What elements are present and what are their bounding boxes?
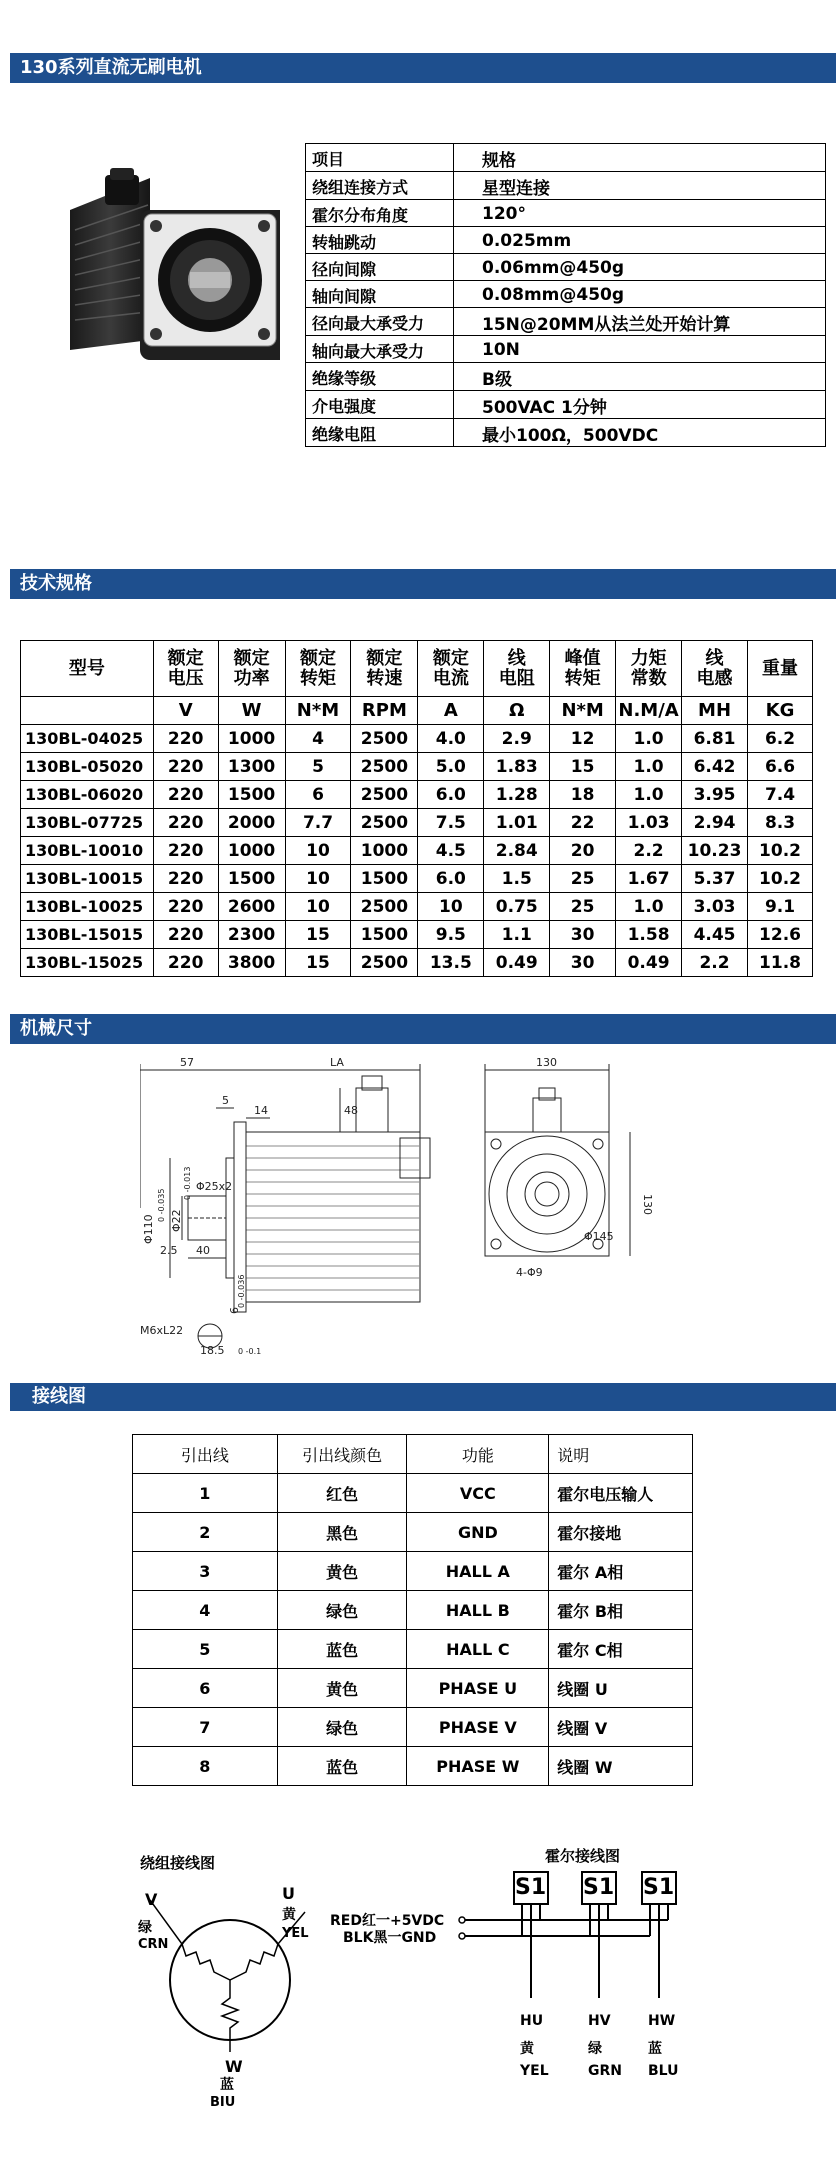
value-cell: 4.45 xyxy=(682,921,748,949)
winding-u-en: YEL xyxy=(282,1926,309,1941)
value-cell: 7.5 xyxy=(418,809,484,837)
wiring-cell: 2 xyxy=(133,1513,278,1552)
wiring-cell: 1 xyxy=(133,1474,278,1513)
spec-key: 转轴跳动 xyxy=(306,227,454,254)
wiring-cell: 线圈 V xyxy=(549,1708,693,1747)
value-cell: 2500 xyxy=(351,753,418,781)
tech-unit-cell: MH xyxy=(682,697,748,725)
value-cell: 2.2 xyxy=(616,837,682,865)
dim-25x2: Φ25x2 xyxy=(196,1180,233,1193)
value-cell: 25 xyxy=(550,893,616,921)
value-cell: 6.0 xyxy=(418,781,484,809)
value-cell: 1.0 xyxy=(616,781,682,809)
wiring-cell: HALL A xyxy=(407,1552,549,1591)
winding-v: V xyxy=(145,1890,158,1909)
dim-6-tol: 0 -0.036 xyxy=(237,1274,246,1308)
value-cell: 220 xyxy=(153,837,218,865)
dim-2-5: 2.5 xyxy=(160,1244,178,1257)
model-cell: 130BL-15025 xyxy=(21,949,154,977)
value-cell: 1.03 xyxy=(616,809,682,837)
dim-18-5: 18.5 xyxy=(200,1344,225,1357)
hall-output-code: HU xyxy=(520,2013,544,2029)
spec-row xyxy=(306,144,826,172)
spec-row xyxy=(306,419,826,447)
wiring-cell: 黑色 xyxy=(277,1513,407,1552)
dim-145: Φ145 xyxy=(584,1230,614,1243)
dim-40: 40 xyxy=(196,1244,210,1257)
value-cell: 2.84 xyxy=(484,837,550,865)
value-cell: 6.0 xyxy=(418,865,484,893)
tech-header-cell: 力矩 常数 xyxy=(616,641,682,697)
winding-w: W xyxy=(225,2057,243,2076)
dim-22-tol: 0 -0.013 xyxy=(183,1166,192,1200)
wiring-cell: 8 xyxy=(133,1747,278,1786)
winding-u: U xyxy=(282,1884,295,1903)
dim-4-9: 4-Φ9 xyxy=(516,1266,543,1279)
value-cell: 6.2 xyxy=(748,725,813,753)
hall-sensor-3: S1 xyxy=(643,1875,675,1900)
value-cell: 1.28 xyxy=(484,781,550,809)
wiring-header-cell: 引出线颜色 xyxy=(277,1435,407,1474)
value-cell: 1.0 xyxy=(616,725,682,753)
value-cell: 1300 xyxy=(218,753,285,781)
spec-key: 项目 xyxy=(306,144,454,172)
hall-sensor-2: S1 xyxy=(583,1875,615,1900)
value-cell: 220 xyxy=(153,781,218,809)
model-cell: 130BL-15015 xyxy=(21,921,154,949)
tech-unit-cell: V xyxy=(153,697,218,725)
value-cell: 15 xyxy=(285,949,351,977)
tech-unit-cell xyxy=(21,697,154,725)
value-cell: 2500 xyxy=(351,949,418,977)
wiring-header-cell: 说明 xyxy=(549,1435,693,1474)
wiring-cell: 6 xyxy=(133,1669,278,1708)
value-cell: 220 xyxy=(153,725,218,753)
tech-header-cell: 额定 转速 xyxy=(351,641,418,697)
spec-key: 轴向间隙 xyxy=(306,281,454,308)
tech-header-cell: 重量 xyxy=(748,641,813,697)
spec-value: 10N xyxy=(454,336,826,363)
dim-57: 57 xyxy=(180,1058,194,1069)
table-row xyxy=(21,781,813,809)
spec-key: 介电强度 xyxy=(306,391,454,419)
dim-110-tol: 0 -0.035 xyxy=(157,1188,166,1222)
tech-header-cell: 线 电阻 xyxy=(484,641,550,697)
table-row xyxy=(21,837,813,865)
hall-output-cn: 黄 xyxy=(520,2041,534,2057)
value-cell: 10 xyxy=(418,893,484,921)
winding-diagram xyxy=(130,1880,330,2080)
table-row xyxy=(133,1708,693,1747)
value-cell: 25 xyxy=(550,865,616,893)
spec-row xyxy=(306,336,826,363)
value-cell: 5.0 xyxy=(418,753,484,781)
wiring-header-cell: 功能 xyxy=(407,1435,549,1474)
hall-output-code: HV xyxy=(588,2013,611,2029)
wiring-cell: 黄色 xyxy=(277,1552,407,1591)
wiring-header-cell: 引出线 xyxy=(133,1435,278,1474)
value-cell: 1.67 xyxy=(616,865,682,893)
value-cell: 1.01 xyxy=(484,809,550,837)
value-cell: 1500 xyxy=(218,865,285,893)
dim-m6: M6xL22 xyxy=(140,1324,184,1337)
value-cell: 0.49 xyxy=(616,949,682,977)
hall-output-en: YEL xyxy=(520,2063,549,2079)
value-cell: 2300 xyxy=(218,921,285,949)
hall-output-code: HW xyxy=(648,2013,676,2029)
wiring-cell: 黄色 xyxy=(277,1669,407,1708)
value-cell: 10.2 xyxy=(748,837,813,865)
value-cell: 10 xyxy=(285,893,351,921)
spec-row xyxy=(306,391,826,419)
value-cell: 2500 xyxy=(351,893,418,921)
tech-unit-cell: N*M xyxy=(285,697,351,725)
spec-key: 绝缘等级 xyxy=(306,363,454,391)
value-cell: 6.6 xyxy=(748,753,813,781)
wiring-cell: GND xyxy=(407,1513,549,1552)
wiring-cell: 线圈 U xyxy=(549,1669,693,1708)
value-cell: 1.5 xyxy=(484,865,550,893)
wiring-cell: 绿色 xyxy=(277,1708,407,1747)
dim-130-side: 130 xyxy=(641,1194,654,1215)
value-cell: 1500 xyxy=(351,921,418,949)
value-cell: 1.0 xyxy=(616,753,682,781)
spec-row xyxy=(306,200,826,227)
value-cell: 3.95 xyxy=(682,781,748,809)
wiring-cell: 绿色 xyxy=(277,1591,407,1630)
model-cell: 130BL-07725 xyxy=(21,809,154,837)
value-cell: 12 xyxy=(550,725,616,753)
spec-value: 120° xyxy=(454,200,826,227)
wiring-cell: 5 xyxy=(133,1630,278,1669)
value-cell: 1.1 xyxy=(484,921,550,949)
value-cell: 2500 xyxy=(351,725,418,753)
value-cell: 9.1 xyxy=(748,893,813,921)
winding-w-en: BIU xyxy=(210,2095,236,2110)
table-row xyxy=(133,1513,693,1552)
value-cell: 18 xyxy=(550,781,616,809)
motor-photo xyxy=(40,150,280,390)
value-cell: 10.23 xyxy=(682,837,748,865)
wiring-cell: PHASE V xyxy=(407,1708,549,1747)
table-row xyxy=(133,1630,693,1669)
value-cell: 0.49 xyxy=(484,949,550,977)
wiring-cell: PHASE W xyxy=(407,1747,549,1786)
model-cell: 130BL-10010 xyxy=(21,837,154,865)
tech-header-cell: 型号 xyxy=(21,641,154,697)
value-cell: 2.94 xyxy=(682,809,748,837)
wiring-cell: 线圈 W xyxy=(549,1747,693,1786)
spec-key: 霍尔分布角度 xyxy=(306,200,454,227)
value-cell: 220 xyxy=(153,809,218,837)
hall-red-label: RED红一+5VDC xyxy=(330,1913,445,1929)
value-cell: 1500 xyxy=(351,865,418,893)
tech-header-cell: 额定 电流 xyxy=(418,641,484,697)
value-cell: 10 xyxy=(285,865,351,893)
value-cell: 6 xyxy=(285,781,351,809)
spec-row xyxy=(306,227,826,254)
hall-title: 霍尔接线图 xyxy=(545,1847,621,1865)
tech-header-cell: 额定 转矩 xyxy=(285,641,351,697)
tech-unit-cell: A xyxy=(418,697,484,725)
dim-48: 48 xyxy=(344,1104,358,1117)
value-cell: 220 xyxy=(153,893,218,921)
spec-value: 规格 xyxy=(454,144,826,172)
tech-header-cell: 线 电感 xyxy=(682,641,748,697)
value-cell: 10 xyxy=(285,837,351,865)
value-cell: 30 xyxy=(550,949,616,977)
value-cell: 9.5 xyxy=(418,921,484,949)
hall-output-en: GRN xyxy=(588,2063,622,2079)
value-cell: 13.5 xyxy=(418,949,484,977)
tech-unit-cell: N*M xyxy=(550,697,616,725)
wiring-cell: VCC xyxy=(407,1474,549,1513)
value-cell: 4.5 xyxy=(418,837,484,865)
spec-row xyxy=(306,308,826,336)
winding-u-cn: 黄 xyxy=(282,1907,296,1923)
model-cell: 130BL-04025 xyxy=(21,725,154,753)
value-cell: 7.4 xyxy=(748,781,813,809)
wiring-cell: PHASE U xyxy=(407,1669,549,1708)
model-cell: 130BL-10015 xyxy=(21,865,154,893)
spec-key: 轴向最大承受力 xyxy=(306,336,454,363)
wiring-cell: 红色 xyxy=(277,1474,407,1513)
value-cell: 220 xyxy=(153,753,218,781)
tech-unit-cell: N.M/A xyxy=(616,697,682,725)
wiring-cell: 7 xyxy=(133,1708,278,1747)
dim-la: LA xyxy=(330,1058,344,1069)
section-title-motor: 130系列直流无刷电机 xyxy=(10,53,836,83)
wiring-cell: HALL C xyxy=(407,1630,549,1669)
spec-row xyxy=(306,254,826,281)
value-cell: 1000 xyxy=(218,837,285,865)
spec-value: 15N@20MM从法兰处开始计算 xyxy=(454,308,826,336)
table-row xyxy=(133,1591,693,1630)
tech-unit-cell: RPM xyxy=(351,697,418,725)
tech-header-cell: 峰值 转矩 xyxy=(550,641,616,697)
value-cell: 1000 xyxy=(351,837,418,865)
hall-output-en: BLU xyxy=(648,2063,679,2079)
value-cell: 1500 xyxy=(218,781,285,809)
spec-value: 星型连接 xyxy=(454,172,826,200)
hall-output-cn: 蓝 xyxy=(648,2041,662,2057)
dim-18-5-tol: 0 -0.1 xyxy=(238,1347,262,1356)
spec-value: 0.06mm@450g xyxy=(454,254,826,281)
section-title-tech: 技术规格 xyxy=(10,569,836,599)
winding-w-cn: 蓝 xyxy=(220,2077,234,2093)
spec-value: 0.08mm@450g xyxy=(454,281,826,308)
spec-key: 绝缘电阻 xyxy=(306,419,454,447)
dim-22: Φ22 xyxy=(170,1209,183,1232)
value-cell: 220 xyxy=(153,949,218,977)
value-cell: 2600 xyxy=(218,893,285,921)
table-row xyxy=(21,949,813,977)
spec-row xyxy=(306,363,826,391)
value-cell: 8.3 xyxy=(748,809,813,837)
dim-110: Φ110 xyxy=(142,1214,155,1244)
value-cell: 220 xyxy=(153,921,218,949)
value-cell: 10.2 xyxy=(748,865,813,893)
spec-row xyxy=(306,281,826,308)
table-row xyxy=(133,1669,693,1708)
value-cell: 220 xyxy=(153,865,218,893)
spec-key: 径向最大承受力 xyxy=(306,308,454,336)
dim-14: 14 xyxy=(254,1104,268,1117)
table-row xyxy=(21,893,813,921)
tech-unit-cell: Ω xyxy=(484,697,550,725)
value-cell: 1.0 xyxy=(616,893,682,921)
wiring-cell: 4 xyxy=(133,1591,278,1630)
value-cell: 1000 xyxy=(218,725,285,753)
value-cell: 22 xyxy=(550,809,616,837)
dim-130-top: 130 xyxy=(536,1058,557,1069)
winding-v-en: CRN xyxy=(138,1937,169,1952)
wiring-cell: 霍尔 C相 xyxy=(549,1630,693,1669)
table-row xyxy=(21,865,813,893)
wiring-cell: 霍尔接地 xyxy=(549,1513,693,1552)
table-row xyxy=(133,1552,693,1591)
value-cell: 0.75 xyxy=(484,893,550,921)
value-cell: 2500 xyxy=(351,809,418,837)
wiring-cell: 霍尔 B相 xyxy=(549,1591,693,1630)
model-cell: 130BL-10025 xyxy=(21,893,154,921)
winding-v-cn: 绿 xyxy=(138,1920,152,1936)
tech-unit-cell: W xyxy=(218,697,285,725)
value-cell: 3.03 xyxy=(682,893,748,921)
hall-sensor-1: S1 xyxy=(515,1875,547,1900)
wiring-cell: 3 xyxy=(133,1552,278,1591)
section-title-wiring: 接线图 xyxy=(10,1383,836,1411)
value-cell: 7.7 xyxy=(285,809,351,837)
value-cell: 20 xyxy=(550,837,616,865)
section-title-mech: 机械尺寸 xyxy=(10,1014,836,1044)
table-row xyxy=(21,921,813,949)
tech-header-cell: 额定 功率 xyxy=(218,641,285,697)
table-row xyxy=(21,725,813,753)
wiring-cell: 霍尔 A相 xyxy=(549,1552,693,1591)
wiring-table xyxy=(132,1434,693,1786)
spec-key: 径向间隙 xyxy=(306,254,454,281)
value-cell: 2.2 xyxy=(682,949,748,977)
value-cell: 6.42 xyxy=(682,753,748,781)
value-cell: 15 xyxy=(285,921,351,949)
winding-title: 绕组接线图 xyxy=(140,1854,216,1872)
hall-blk-label: BLK黑一GND xyxy=(343,1930,437,1946)
value-cell: 4.0 xyxy=(418,725,484,753)
wiring-cell: 蓝色 xyxy=(277,1747,407,1786)
value-cell: 4 xyxy=(285,725,351,753)
spec-value: 0.025mm xyxy=(454,227,826,254)
value-cell: 2.9 xyxy=(484,725,550,753)
value-cell: 6.81 xyxy=(682,725,748,753)
mechanical-drawing xyxy=(140,1058,680,1358)
tech-header-cell: 额定 电压 xyxy=(153,641,218,697)
dim-5: 5 xyxy=(222,1094,229,1107)
value-cell: 15 xyxy=(550,753,616,781)
table-row xyxy=(21,809,813,837)
value-cell: 30 xyxy=(550,921,616,949)
value-cell: 11.8 xyxy=(748,949,813,977)
table-row xyxy=(133,1474,693,1513)
spec-value: 最小100Ω，500VDC xyxy=(454,419,826,447)
dim-6: 6 xyxy=(228,1307,241,1314)
spec-row xyxy=(306,172,826,200)
value-cell: 5 xyxy=(285,753,351,781)
spec-table xyxy=(305,143,826,447)
value-cell: 2500 xyxy=(351,781,418,809)
wiring-cell: 蓝色 xyxy=(277,1630,407,1669)
table-row xyxy=(133,1747,693,1786)
value-cell: 3800 xyxy=(218,949,285,977)
value-cell: 5.37 xyxy=(682,865,748,893)
value-cell: 2000 xyxy=(218,809,285,837)
value-cell: 1.58 xyxy=(616,921,682,949)
spec-value: 500VAC 1分钟 xyxy=(454,391,826,419)
wiring-cell: 霍尔电压输人 xyxy=(549,1474,693,1513)
spec-key: 绕组连接方式 xyxy=(306,172,454,200)
model-cell: 130BL-05020 xyxy=(21,753,154,781)
model-cell: 130BL-06020 xyxy=(21,781,154,809)
hall-output-cn: 绿 xyxy=(588,2041,602,2057)
value-cell: 1.83 xyxy=(484,753,550,781)
tech-spec-table xyxy=(20,640,813,977)
wiring-cell: HALL B xyxy=(407,1591,549,1630)
spec-value: B级 xyxy=(454,363,826,391)
tech-unit-cell: KG xyxy=(748,697,813,725)
table-row xyxy=(21,753,813,781)
value-cell: 12.6 xyxy=(748,921,813,949)
